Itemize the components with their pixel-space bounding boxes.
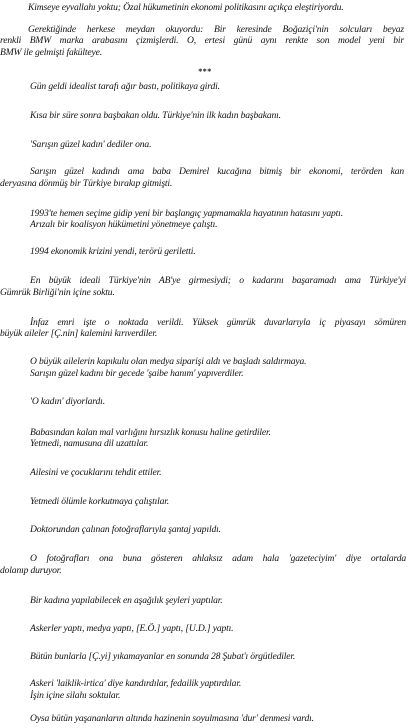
- paragraph-line: İnfaz emri işte o noktada verildi. Yüksek gümrük duvarlarıyla iç piyasayı sömüren: [30, 317, 406, 328]
- paragraph-line: Yetmedi ölümle korkutmaya çalıştılar.: [30, 496, 170, 507]
- paragraph-line: Doktorundan çalınan fotoğraflarıyla şantaj yapıldı.: [30, 524, 221, 535]
- paragraph-line: Askeri 'laiklik-irtica' diye kandırdılar, fedailik yaptırdılar.: [30, 678, 242, 689]
- paragraph-line: Babasından kalan mal varlığını hırsızlık konusu haline getirdiler.: [30, 427, 271, 438]
- paragraph-line: 'Sarışın güzel kadın' dediler ona.: [30, 139, 152, 150]
- paragraph-line: Kimseye eyvallahı yoktu; Özal hükumetinin ekonomi politikasını açıkça eleştiriyordu.: [28, 2, 344, 13]
- paragraph-line: 'O kadın' diyorlardı.: [30, 396, 105, 407]
- paragraph-line: Sarışın güzel kadındı ama baba Demirel kucağına bitmiş bir ekonomi, terörden kan: [30, 166, 404, 177]
- paragraph-line: Arızalı bir koalisyon hükümetini yönetmeye çalıştı.: [30, 219, 218, 230]
- paragraph-line: dolanıp duruyor.: [0, 565, 62, 576]
- paragraph-line: O fotoğrafları ona buna gösteren ahlaksız adam hala 'gazeteciyim' diye ortalarda: [30, 553, 406, 564]
- paragraph-line: Sarışın güzel kadını bir gecede 'şaibe hanım' yapıverdiler.: [30, 368, 244, 379]
- paragraph-line: büyük aileler [Ç.nin] kalemini kırıverdiler.: [0, 328, 158, 339]
- paragraph-line: O büyük ailelerin kapıkulu olan medya siparişi aldı ve başladı saldırmaya.: [30, 356, 307, 367]
- section-separator: ***: [198, 67, 212, 76]
- paragraph-line: Yetmedi, namusuna dil uzattılar.: [30, 438, 149, 449]
- paragraph-line: İşin içine silahı soktular.: [30, 690, 121, 701]
- paragraph-line: Gerektiğinde herkese meydan okuyordu: Bir keresinde Boğaziçi'nin solcuları beyaz: [28, 24, 404, 35]
- paragraph-line: Gün geldi idealist tarafı ağır bastı, politikaya girdi.: [30, 81, 220, 92]
- paragraph-line: Ailesini ve çocuklarını tehdit ettiler.: [30, 467, 162, 478]
- paragraph-line: 1993'te hemen seçime gidip yeni bir başlangıç yapmamakla hayatının hatasını yaptı.: [30, 208, 343, 219]
- paragraph-line: Bütün bunlarla [Ç.yi] yıkamayanlar en sonunda 28 Şubat'ı örgütlediler.: [30, 651, 296, 662]
- paragraph-line: BMW ile gelmişti fakülteye.: [0, 47, 102, 58]
- paragraph-line: deryasına dönmüş bir Türkiye bırakıp gitmişti.: [0, 178, 173, 189]
- paragraph-line: 1994 ekonomik krizini yendi, terörü geriletti.: [30, 246, 196, 257]
- paragraph-line: Kısa bir süre sonra başbakan oldu. Türkiye'nin ilk kadın başbakanı.: [30, 110, 281, 121]
- paragraph-line: Oysa bütün yaşananların altında hazinenin soyulmasına 'dur' denmesi vardı.: [30, 713, 314, 724]
- paragraph-line: Gümrük Birliği'nin içine soktu.: [0, 287, 115, 298]
- paragraph-line: Bir kadına yapılabilecek en aşağılık şeyleri yaptılar.: [30, 595, 223, 606]
- paragraph-line: En büyük ideali Türkiye'nin AB'ye girmesiydi; o kadarını başaramadı ama Türkiye'yi: [30, 275, 406, 286]
- paragraph-line: Askerler yaptı, medya yaptı, [E.Ö.] yaptı, [U.D.] yaptı.: [30, 623, 234, 634]
- paragraph-line: renkli BMW marka arabasını çizmişlerdi. O, ertesi günü aynı renkte son model yeni bir: [0, 35, 404, 46]
